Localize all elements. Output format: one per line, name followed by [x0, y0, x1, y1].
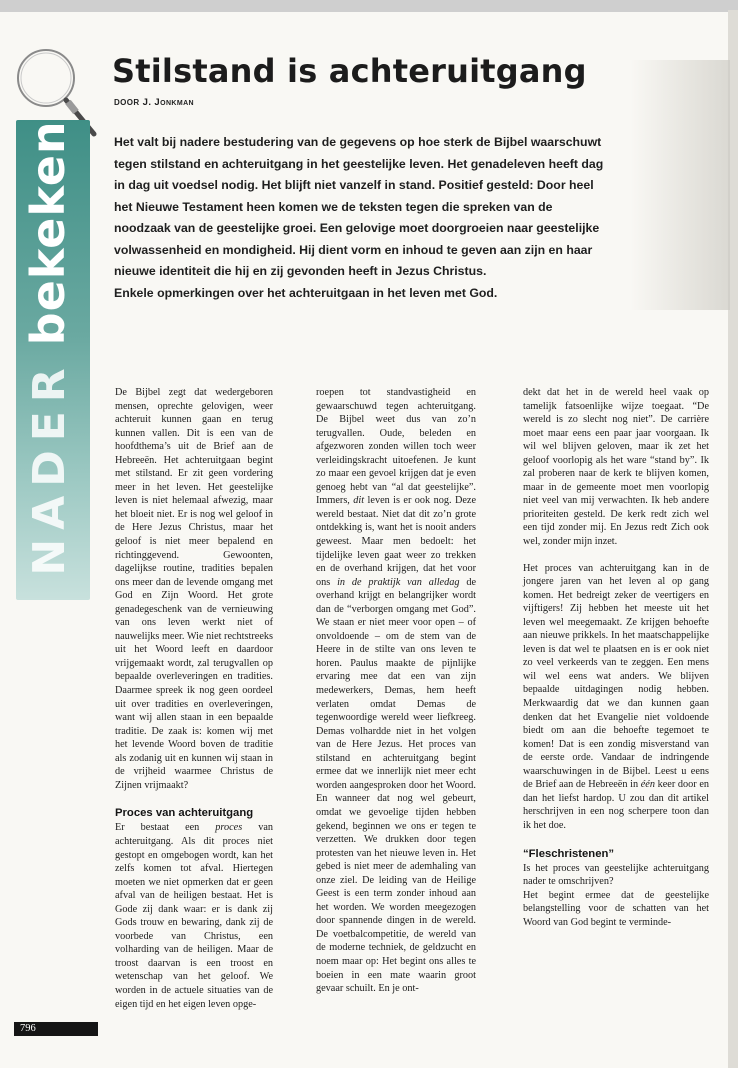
body-column-2	[316, 386, 476, 996]
section-title-vertical	[18, 108, 78, 588]
body-paragraph: Het proces van achteruitgang kan in de jongere jaren van het leven al op gang komen. Het bedreigt zeker de veertigers en vijftigers! Zij hebben het meeste uit het leven wel meegemaakt. Ze krijgen behoefte aan nieuwe prikkels. In het maatschappelijke leven is dat wel te plaatsen en is er ook niet zo veel verkeerds van te zeggen. Een mens wil wel eens wat anders. We blijven bepaalde uitdagingen nodig hebben. Merkwaardig dat we dan kunnen gaan denken dat het Evangelie niet voldoende biedt om aan die behoefte tegemoet te komen! Dat is een zondig misverstand van de eerste orde. Vandaar de indringende waarschuwingen in de Bijbel. Leest u eens de Brief aan de Hebreeën in één keer door en dan het liefst hardop. U zou dan dit artikel herschrijven in een nog scherpere toon dan ik het doe.	[523, 562, 709, 831]
emphasis: proces	[215, 822, 243, 834]
body-paragraph: Is het proces van geestelijke achteruitgang nader te omschrijven?	[523, 862, 709, 888]
page-number-bar	[14, 1022, 98, 1036]
article-intro	[114, 132, 604, 304]
section-heading: Proces van achteruitgang	[115, 807, 254, 820]
body-paragraph: Het begint ermee dat de geestelijke belangstelling voor de schatten van het Woord van God begint te verminde-	[523, 889, 709, 928]
intro-paragraph: Enkele opmerkingen over het achteruitgaan in het leven met God.	[114, 285, 498, 300]
body-paragraph: De Bijbel zegt dat wedergeboren mensen, oprechte gelovigen, weer achteruit kunnen gaan en terug kunnen vallen. Dit is een van de hoofdthema’s uit de Brief aan de Hebreeën. Het achteruitgaan begint met stilstand. Er zit geen vordering meer in het leven. Het geestelijke leven is niet helemaal afwezig, maar het bloeit niet. Er is nog wel geloof in de Here Jezus Christus, maar het geloof is niet meer bepalend en richtinggevend. Gewoonten, dagelijkse routine, tradities bepalen ons meer dan de levende omgang met God en Zijn Woord. Het grote genadegeschenk van de vernieuwing van ons leven werkt niet of nauwelijks meer. Wie niet rechtstreeks uit het Woord leeft en daardoor vrijgemaakt wordt, zal terugvallen op bepaalde overleveringen en tradities. Daarmee spreek ik nog geen oordeel uit over tradities en overleveringen, want wij allen staan in een bepaalde traditie. De zaak is: komen wij met het levende Woord boven de traditie als zodanig uit en kunnen wij staan in de vrijheid waarmee Christus de Zijnen vrijmaakt?	[115, 387, 273, 791]
intro-paragraph: Het valt bij nadere bestudering van de gegevens op hoe sterk de Bijbel waarschuwt tegen stilstand en achteruitgang in het geestelijke leven. Het genadeleven heeft dag in dag uit voedsel nodig. Het blijft niet vanzelf in stand. Positief gesteld: Door heel het Nieuwe Testament heen komen we de teksten tegen die spreken van de noodzaak van de geestelijke groei. Een gelovige moet doorgroeien naar geestelijke volwassenheid en mondigheid. Hij dient vorm en inhoud te geven aan zijn en haar nieuwe identiteit die hij en zij gevonden heeft in Jezus Christus.	[114, 135, 604, 278]
section-word-nader: NADER	[24, 359, 75, 576]
page-number: 796	[20, 1023, 36, 1034]
section-heading: “Fleschristenen”	[523, 847, 615, 860]
emphasis: in de praktijk van alledag	[337, 576, 460, 588]
author-name: J. Jonkman	[142, 97, 194, 108]
article-title: Stilstand is achteruitgang	[112, 52, 587, 90]
body-paragraph: dekt dat het in de wereld heel vaak op tamelijk fatsoenlijke wijze toegaat. “De wereld is zo slecht nog niet”. De carrière moet maar eens een paar jaar voorgaan. Ik wil wel blijven geloven, maar ik zet het geloof voorlopig als het ware “stand by”. Ik zal proberen naar de kerk te blijven komen, maar in de gemeente moet men voorlopig niet veel van mij verwachten. Ik heb andere prioriteiten gesteld. De kerk redt zich wel een tijd zonder mij. En Jezus redt Zich ook wel, zonder mijn inzet.	[523, 387, 709, 548]
emphasis: één	[640, 779, 655, 791]
byline-prefix: DOOR	[114, 98, 140, 107]
byline	[114, 97, 194, 108]
body-paragraph: Er bestaat een proces van achteruitgang. Als dit proces niet gestopt en omgebogen wordt, kan het zelfs komen tot afval. Hiertegen moeten we niet opmerken dat er geen afval van de heiligen bestaat. Het is Gode zij dank waar: er is dank zij Gods trouw en bewaring, dank zij de voorbede van Christus, een volharding van de heiligen. Maar de troost daarvan is een troost en wetenschap van het geloof. We worden in de actuele situaties van de eigen tijd en het eigen leven opge-	[115, 822, 273, 1010]
emphasis: dit	[353, 495, 365, 507]
body-column-3	[523, 386, 709, 929]
body-column-1	[115, 386, 273, 1011]
bleed-through-shadow	[630, 60, 730, 310]
body-paragraph: roepen tot standvastigheid en gewaarschuwd tegen achteruitgang. De Bijbel weet dus van zo’n terugvallen. Oude, beleden en afgezworen zonden willen toch weer verleidingskracht uitoefenen. Je kunt zo maar een gevoel krijgen dat je even genoeg hebt van “al dat geestelijke”. Immers, dit leven is er ook nog. Deze wereld bestaat. Niet dat dit zo’n grote ontdekking is, want het is nooit anders geweest. Maar men bedoelt: het tijdelijke leven gaat weer zo trekken en de overhand krijgen, dat het voor ons in de praktijk van alledag de overhand krijgt en belangrijker wordt dan de “verborgen omgang met God”. We staan er niet meer voor open – of onvoldoende – om de stem van de Heere in de stilte van ons leven te horen. Paulus maakte de pijnlijke ervaring mee dat een van zijn medewerkers, Demas, hem heeft verlaten omdat Demas de tegenwoordige wereld weer liefkreeg. Demas volhardde niet in het volgen van de Here Jezus. Het proces van stilstand en achteruitgang begint ermee dat we innerlijk niet meer echt worden aangesproken door het Woord. En wanneer dat nog wel gebeurt, omdat we gevoelige tijden hebben gekend, beginnen we ons er tegen te verzetten. We drukken door tegen protesten van het nieuwe leven in. Het gebed is niet meer de ademhaling van onze ziel. De leiding van de Heilige Geest is een term zonder inhoud aan het worden. We worden meegezogen door spannende dingen in de wereld. De voetbalcompetitie, de wereld van de moderne techniek, de geldzucht en noem maar op: Het begint ons alles te boeien in een mate waarin groot gevaar schuilt. En je ont-	[316, 387, 477, 995]
scan-top-edge	[0, 0, 738, 12]
section-word-bekeken: bekeken	[21, 120, 75, 346]
